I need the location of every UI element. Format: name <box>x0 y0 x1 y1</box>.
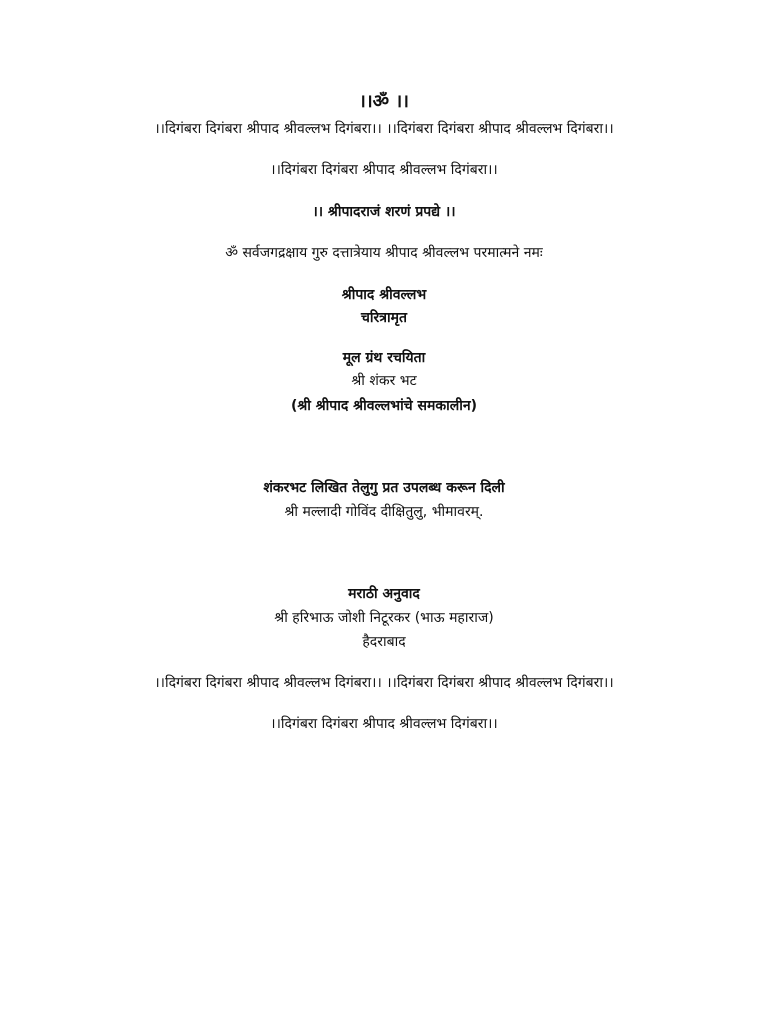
translator-name: श्री हरिभाऊ जोशी निटूरकर (भाऊ महाराज) <box>274 610 494 626</box>
sharanam-line: ।। श्रीपादराजं शरणं प्रपद्ये ।। <box>312 204 456 220</box>
title-line-2: चरित्रामृत <box>361 310 407 326</box>
om-heading: ।।ॐ ।। <box>359 91 409 112</box>
title-line-1: श्रीपाद श्रीवल्लभ <box>341 287 427 303</box>
telugu-heading: शंकरभट लिखित तेलुगु प्रत उपलब्ध करून दिली <box>263 480 505 496</box>
footer-chant-line-single: ।।दिगंबरा दिगंबरा श्रीपाद श्रीवल्लभ दिगंबरा।। <box>270 716 498 732</box>
invocation-line: ॐ सर्वजगद्रक्षाय गुरु दत्तात्रेयाय श्रीपाद श्रीवल्लभ परमात्मने नमः <box>225 245 543 261</box>
telugu-name: श्री मल्लादी गोविंद दीक्षितुलु, भीमावरम्. <box>284 504 484 520</box>
footer-chant-line-double: ।।दिगंबरा दिगंबरा श्रीपाद श्रीवल्लभ दिगंबरा।। ।।दिगंबरा दिगंबरा श्रीपाद श्रीवल्लभ दिगंबरा।। <box>154 675 614 691</box>
translation-heading: मराठी अनुवाद <box>348 586 420 602</box>
chant-line-double: ।।दिगंबरा दिगंबरा श्रीपाद श्रीवल्लभ दिगंबरा।। ।।दिगंबरा दिगंबरा श्रीपाद श्रीवल्लभ दिगंबरा।। <box>154 121 614 137</box>
author-note: (श्री श्रीपाद श्रीवल्लभांचे समकालीन) <box>290 398 478 414</box>
chant-line-single: ।।दिगंबरा दिगंबरा श्रीपाद श्रीवल्लभ दिगंबरा।। <box>270 162 498 178</box>
author-heading: मूल ग्रंथ रचयिता <box>342 350 426 366</box>
author-name: श्री शंकर भट <box>351 373 417 389</box>
translation-place: हैदराबाद <box>362 634 406 650</box>
